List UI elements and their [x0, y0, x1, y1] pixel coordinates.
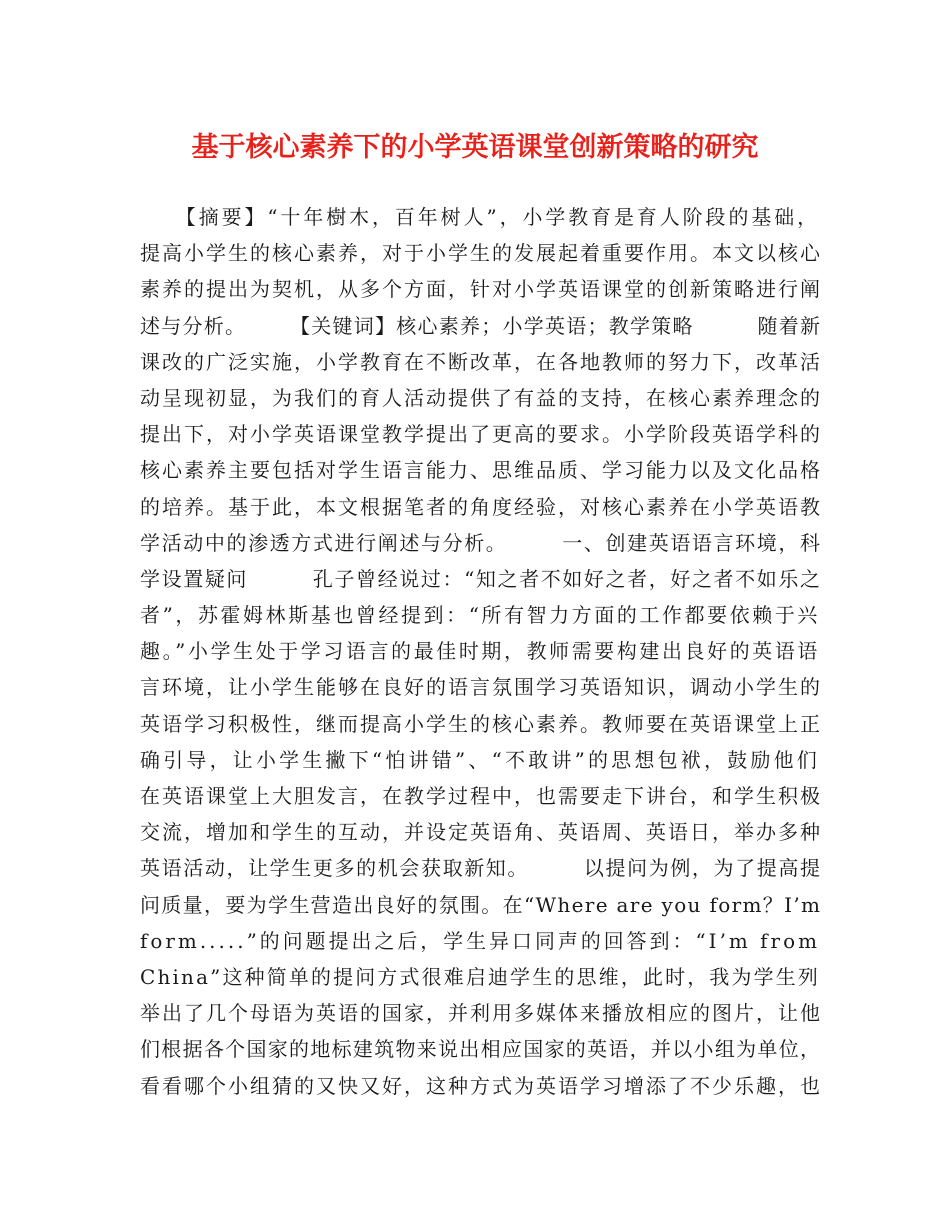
body-line: 者”，苏霍姆林斯基也曾经提到：“所有智力方面的工作都要依赖于兴	[140, 603, 821, 628]
body-line: 的培养。基于此，本文根据笔者的角度经验，对核心素养在小学英语教	[140, 494, 822, 519]
body-line: China”这种简单的提问方式很难启迪学生的思维，此时，我为学生列	[140, 964, 820, 989]
body-line: 交流，增加和学生的互动，并设定英语角、英语周、英语日，举办多种	[140, 820, 822, 845]
body-line: 提出下，对小学英语课堂教学提出了更高的要求。小学阶段英语学科的	[140, 422, 822, 447]
body-line: 提高小学生的核心素养，对于小学生的发展起着重要作用。本文以核心	[140, 241, 822, 266]
body-line: 们根据各个国家的地标建筑物来说出相应国家的英语，并以小组为单位，	[140, 1037, 822, 1062]
body-line: 核心素养主要包括对学生语言能力、思维品质、学习能力以及文化品格	[140, 458, 822, 483]
body-line: 举出了几个母语为英语的国家，并利用多媒体来播放相应的图片，让他	[140, 1001, 822, 1026]
body-line: 看看哪个小组猜的又快又好，这种方式为英语学习增添了不少乐趣，也	[140, 1073, 822, 1098]
body-line: 在英语课堂上大胆发言，在教学过程中，也需要走下讲台，和学生积极	[140, 784, 822, 808]
document-title: 基于核心素养下的小学英语课堂创新策略的研究	[191, 132, 759, 163]
body-line: 素养的提出为契机，从多个方面，针对小学英语课堂的创新策略进行阐	[140, 277, 822, 302]
body-line: 学活动中的渗透方式进行阐述与分析。 一、创建英语语言环境，科	[140, 530, 822, 555]
body-line: 问质量，要为学生营造出良好的氛围。在“Where are you form？I’m	[140, 892, 822, 917]
body-line: 述与分析。 【关键词】核心素养；小学英语；教学策略 随着新	[140, 313, 822, 338]
body-line: 课改的广泛实施，小学教育在不断改革，在各地教师的努力下，改革活	[140, 349, 822, 374]
body-line: form.....”的问题提出之后，学生异口同声的回答到：“I’m from	[140, 928, 821, 953]
body-line: 【摘要】“十年樹木，百年树人”，小学教育是育人阶段的基础，	[140, 205, 820, 229]
body-line: 英语学习积极性，继而提高小学生的核心素养。教师要在英语课堂上正	[140, 711, 822, 736]
body-line: 言环境，让小学生能够在良好的语言氛围学习英语知识，调动小学生的	[140, 675, 822, 700]
body-line: 趣。”小学生处于学习语言的最佳时期，教师需要构建出良好的英语语	[140, 639, 820, 664]
body-line: 确引导，让小学生撇下“怕讲错”、“不敢讲”的思想包袱，鼓励他们	[140, 747, 821, 772]
body-line: 学设置疑问 孔子曾经说过：“知之者不如好之者，好之者不如乐之	[140, 566, 822, 591]
document-body	[140, 199, 820, 1104]
body-line: 英语活动，让学生更多的机会获取新知。 以提问为例，为了提高提	[140, 856, 822, 881]
body-line: 动呈现初显，为我们的育人活动提供了有益的支持，在核心素养理念的	[140, 385, 822, 410]
